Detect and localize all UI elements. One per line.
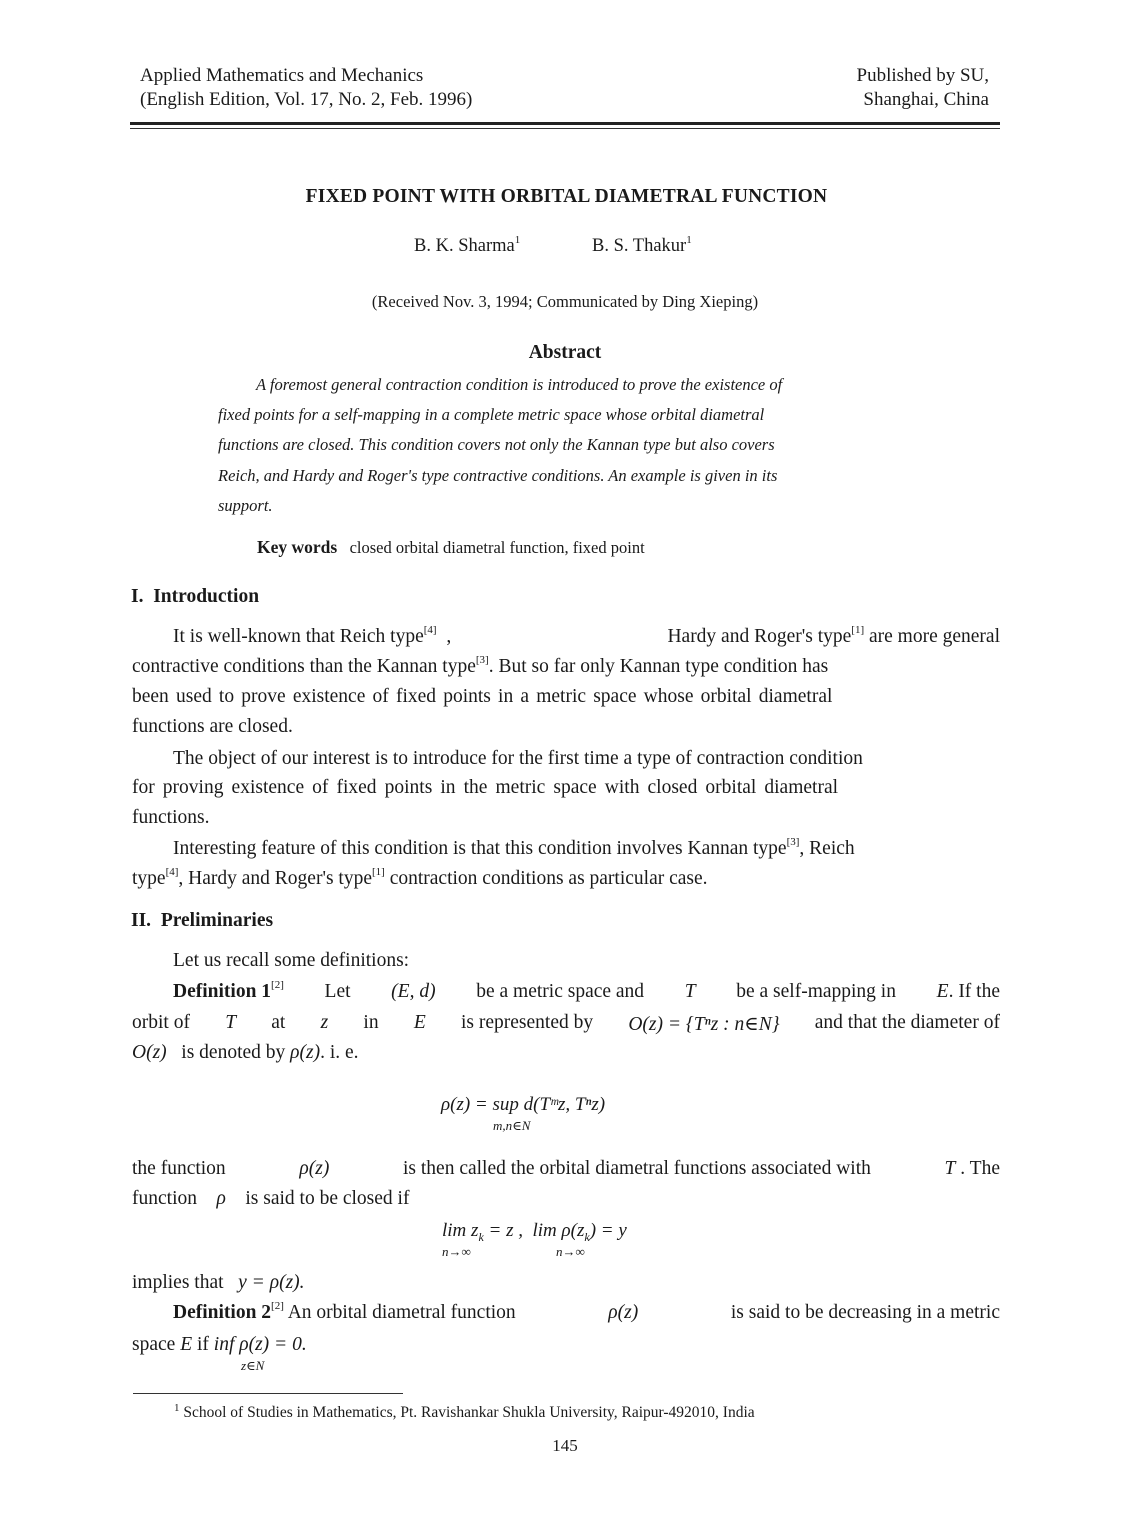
intro-line [132,626,1000,648]
math-metric-space: (E, d) [391,981,436,1002]
author-1 [414,236,520,257]
definition-2-line [173,1302,1000,1324]
citation-3: [3] [786,836,800,848]
math-symbol: O(z) [132,1042,167,1063]
math-symbol: ρ(z) [299,1158,330,1179]
math-symbol: ρ [216,1188,226,1209]
text-run: in [363,1012,379,1033]
header-rule-thick [130,122,1000,125]
definition-1-label: Definition 1 [173,981,272,1002]
math-symbol: z [320,1012,329,1033]
intro-line: functions. [132,807,210,828]
definition-1-line [132,1012,1000,1036]
text-run: if [196,1334,209,1355]
text-run: are more general [869,626,1000,647]
intro-line: for proving existence of fixed points in the metric space with closed orbital diametral [132,777,839,798]
intro-text [667,626,1000,648]
paper-title: FIXED POINT WITH ORBITAL DIAMETRAL FUNCTION [305,186,828,207]
author-1-mark: 1 [514,234,521,246]
math-symbol: T [944,1158,956,1179]
publisher-line-1: Published by SU, [856,65,989,86]
section-number: I. [131,586,144,607]
section-title: Preliminaries [160,910,274,931]
text-run: orbit of [132,1012,190,1033]
keywords-text: closed orbital diametral function, fixed point [349,538,645,557]
prelim-line: Let us recall some definitions: [173,950,410,971]
text-run: contractive conditions than the Kannan type [132,656,476,677]
text-run: implies that [132,1272,224,1293]
text-run: at [271,1012,286,1033]
text-run: space [132,1334,176,1355]
journal-info [140,64,472,112]
math-symbol: T [684,981,696,1002]
intro-line [173,838,855,860]
footnote-mark: 1 [174,1402,180,1414]
definition-1-line [132,1042,359,1064]
equation-subscript: n→∞ [556,1244,585,1259]
definition-2-label: Definition 2 [173,1302,272,1323]
text-run: It is well-known that Reich type [173,626,424,647]
intro-text [132,626,451,648]
text-run: is then called the orbital diametral functions associated with [403,1158,871,1179]
intro-line: been used to prove existence of fixed points in a metric space whose orbital diametral [132,686,833,707]
abstract-line: A foremost general contraction condition is introduced to prove the existence of [256,375,783,394]
text-run: and that the diameter of [814,1012,1000,1033]
page-number: 145 [552,1436,578,1455]
math-run: lim ρ(z [532,1220,585,1241]
text-run: is said to be closed if [245,1188,410,1209]
prelim-line [132,1158,1000,1180]
section-number: II. [131,910,152,931]
math-run: lim z [442,1220,479,1241]
section-heading-preliminaries [131,910,273,932]
citation-4: [4] [423,624,437,636]
citation-3: [3] [475,654,489,666]
text-run: . The [960,1158,1000,1179]
citation-2: [2] [271,1300,284,1312]
footnote-text: School of Studies in Mathematics, Pt. Ravishankar Shukla University, Raipur-492010, India [183,1404,755,1421]
math-symbol: E [936,981,949,1002]
definition-2-line [132,1334,307,1356]
prelim-line [132,1188,409,1210]
text-run: contraction conditions as particular case. [384,868,708,889]
abstract-line: fixed points for a self-mapping in a complete metric space whose orbital diametral [218,405,765,424]
author-1-name: B. K. Sharma [414,236,515,256]
author-2-mark: 1 [686,234,692,246]
text-run: be a self-mapping in [736,981,896,1002]
received-note: (Received Nov. 3, 1994; Communicated by Ding Xieping) [371,292,759,311]
citation-4: [4] [165,866,179,878]
text-run: Interesting feature of this condition is that this condition involves Kannan type [173,838,787,859]
text-run: . If the [948,981,1000,1002]
citation-1: [1] [851,624,865,636]
text-run: An orbital diametral function [287,1302,516,1323]
text-run: , Reich [799,838,855,859]
text-run: , Hardy and Roger's type [178,868,372,889]
publisher-info [857,64,990,112]
intro-line [132,656,1000,678]
text-run: is said to be decreasing in a metric [730,1302,1000,1323]
prelim-line [132,1272,305,1294]
equation-closed-condition [442,1220,627,1245]
citation-1: [1] [372,866,385,878]
journal-line-1: Applied Mathematics and Mechanics [140,65,424,86]
text-run: Hardy and Roger's type [667,626,852,647]
abstract-heading: Abstract [528,342,602,363]
text-run: is denoted by [181,1042,286,1063]
keywords [257,537,645,558]
text-run: be a metric space and [476,981,645,1002]
keywords-label: Key words [257,537,338,557]
math-symbol: ρ(z) [608,1302,639,1323]
math-run: ) = y [589,1220,627,1241]
math-symbol: E [180,1334,193,1355]
text-run: is represented by [460,1012,594,1033]
citation-2: [2] [271,979,284,991]
math-subscript: k [478,1229,484,1244]
author-2 [592,236,692,257]
footnote [174,1404,755,1422]
math-symbol: y = ρ(z). [238,1272,305,1293]
math-symbol: E [413,1012,426,1033]
footnote-rule [133,1393,403,1394]
math-symbol: T [225,1012,237,1033]
author-2-name: B. S. Thakur [592,236,687,256]
intro-line [132,868,708,890]
text-run [173,981,284,1003]
equation-subscript: m,n∈N [493,1118,531,1133]
abstract-line: Reich, and Hardy and Roger's type contractive conditions. An example is given in its [218,466,778,485]
equation-subscript: n→∞ [442,1244,471,1259]
text-run: function [132,1188,197,1209]
text-run: . i. e. [320,1042,359,1063]
abstract-line: functions are closed. This condition covers not only the Kannan type but also covers [218,435,775,454]
text-run: . But so far only Kannan type condition has [488,656,829,677]
header-rule-thin [130,128,1000,129]
math-inf-condition: inf ρ(z) = 0. [213,1334,307,1355]
equation-orbital-diameter: ρ(z) = sup d(Tᵐz, Tⁿz) [441,1094,606,1115]
text-run: , [446,626,452,647]
section-title: Introduction [153,586,260,607]
journal-line-2: (English Edition, Vol. 17, No. 2, Feb. 1996) [140,89,473,110]
text-run: type [132,868,166,889]
intro-line: The object of our interest is to introduce for the first time a type of contraction condition [173,748,863,769]
text-run: the function [132,1158,226,1179]
abstract-line: support. [218,496,273,515]
text-run [173,1302,516,1324]
text-run: Let [324,981,351,1002]
publisher-line-2: Shanghai, China [863,89,989,110]
math-orbit-set: O(z) = {Tⁿz : n∈N} [628,1014,780,1035]
math-symbol: ρ(z) [290,1042,321,1063]
section-heading-introduction [131,586,259,608]
definition-1-line [173,981,1000,1003]
intro-line: functions are closed. [132,716,293,737]
math-subscript: k [584,1229,590,1244]
math-run: = z , [483,1220,523,1241]
equation-subscript: z∈N [241,1358,265,1373]
